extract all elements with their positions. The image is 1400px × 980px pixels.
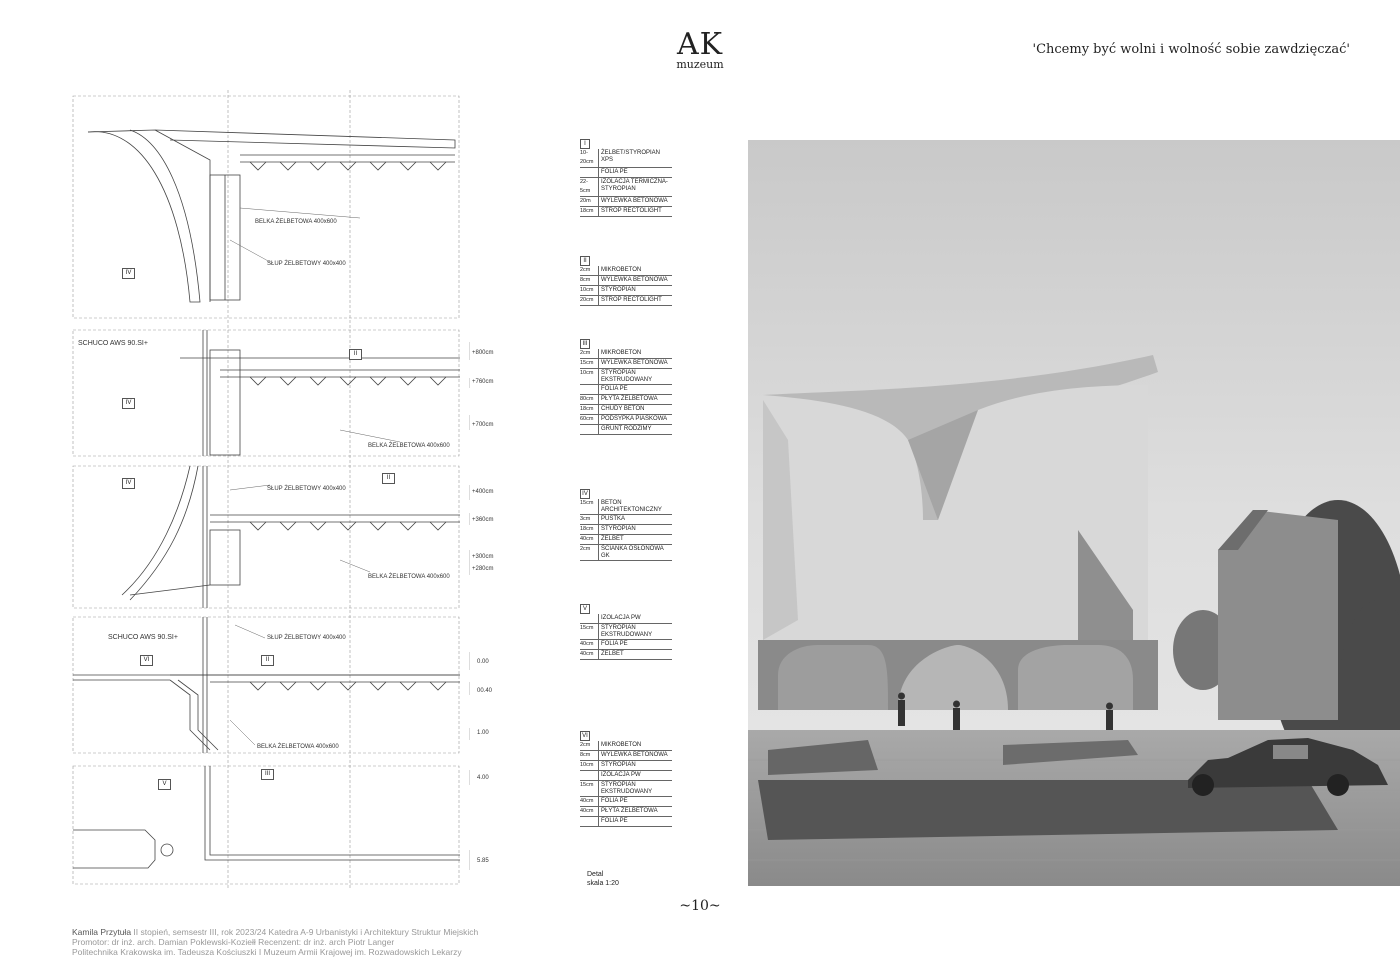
spec-row bbox=[580, 395, 672, 405]
logo-main-text: AK bbox=[676, 27, 724, 62]
spec-material: MIKROBETON bbox=[601, 742, 642, 748]
spec-table bbox=[580, 339, 672, 435]
spec-thickness bbox=[580, 771, 599, 780]
spec-thickness: 20m bbox=[580, 197, 599, 206]
layer-mark: V bbox=[158, 779, 171, 790]
label-window-system: SCHUCO AWS 90.SI+ bbox=[108, 634, 178, 641]
spec-thickness: 15cm bbox=[580, 781, 599, 796]
spec-material: STYROPIAN bbox=[601, 762, 636, 768]
motto-quote: 'Chcemy być wolni i wolność sobie zawdzięczać' bbox=[1032, 42, 1350, 57]
spec-id: VI bbox=[580, 731, 590, 741]
spec-row bbox=[580, 761, 672, 771]
level-mark: +800cm bbox=[472, 350, 494, 356]
level-mark: +300cm bbox=[472, 554, 494, 560]
spec-table bbox=[580, 256, 672, 306]
spec-material: PŁYTA ŻELBETOWA bbox=[601, 808, 658, 814]
spec-thickness: 40cm bbox=[580, 807, 599, 816]
detail-scale: skala 1:20 bbox=[587, 880, 619, 887]
spec-row bbox=[580, 650, 672, 660]
spec-material: FOLIA PE bbox=[601, 169, 628, 175]
spec-row bbox=[580, 525, 672, 535]
spec-material: WYLEWKA BETONOWA bbox=[601, 752, 668, 758]
spec-material: ŻELBET bbox=[601, 536, 624, 542]
label-beam: BELKA ŻELBETOWA 400x600 bbox=[257, 744, 339, 750]
spec-material: ŻELBET bbox=[601, 651, 624, 657]
spec-thickness bbox=[580, 385, 599, 394]
spec-row bbox=[580, 415, 672, 425]
spec-thickness bbox=[580, 425, 599, 434]
footer-credits bbox=[72, 927, 478, 957]
layer-mark: IV bbox=[122, 478, 135, 489]
spec-row bbox=[580, 296, 672, 306]
layer-mark: II bbox=[382, 473, 395, 484]
spec-row bbox=[580, 499, 672, 515]
spec-thickness: 40cm bbox=[580, 535, 599, 544]
spec-thickness: 22-5cm bbox=[580, 178, 599, 196]
spec-row bbox=[580, 545, 672, 561]
spec-material: ŻELBET/STYROPIAN XPS bbox=[601, 150, 661, 163]
spec-thickness: 60cm bbox=[580, 415, 599, 424]
spec-material: CHUDY BETON bbox=[601, 406, 645, 412]
spec-material: PUSTKA bbox=[601, 516, 626, 522]
spec-material: MIKROBETON bbox=[601, 267, 642, 273]
spec-thickness: 18cm bbox=[580, 525, 599, 534]
spec-material: STYROPIAN EKSTRUDOWANY bbox=[601, 625, 653, 638]
level-mark: 5.85 bbox=[477, 858, 489, 864]
spec-thickness bbox=[580, 817, 599, 826]
spec-material: MIKROBETON bbox=[601, 350, 642, 356]
spec-table bbox=[580, 731, 672, 827]
spec-row bbox=[580, 405, 672, 415]
spec-material: WYLEWKA BETONOWA bbox=[601, 277, 668, 283]
spec-row bbox=[580, 369, 672, 385]
spec-material: STYROPIAN bbox=[601, 287, 636, 293]
spec-row bbox=[580, 817, 672, 827]
spec-row bbox=[580, 797, 672, 807]
detail-label: Detal bbox=[587, 871, 604, 878]
spec-thickness: 2cm bbox=[580, 266, 599, 275]
spec-row bbox=[580, 168, 672, 178]
spec-id: IV bbox=[580, 489, 590, 499]
layer-mark: II bbox=[349, 349, 362, 360]
spec-thickness bbox=[580, 168, 599, 177]
spec-thickness: 10cm bbox=[580, 286, 599, 295]
spec-material: STROP RECTOLIGHT bbox=[601, 208, 662, 214]
spec-row bbox=[580, 149, 672, 168]
spec-row bbox=[580, 286, 672, 296]
spec-row bbox=[580, 276, 672, 286]
spec-thickness: 40cm bbox=[580, 797, 599, 806]
level-mark: 0.00 bbox=[477, 659, 489, 665]
spec-thickness: 10-20cm bbox=[580, 149, 599, 167]
spec-material: STYROPIAN EKSTRUDOWANY bbox=[601, 782, 653, 795]
footer-line1: II stopień, semsestr III, rok 2023/24 Katedra A-9 Urbanistyki i Architektury Struktur Miejskich bbox=[131, 927, 479, 937]
spec-row bbox=[580, 207, 672, 217]
spec-row bbox=[580, 515, 672, 525]
label-beam: BELKA ŻELBETOWA 400x600 bbox=[368, 443, 450, 449]
label-window-system: SCHUCO AWS 90.SI+ bbox=[78, 340, 148, 347]
spec-id: II bbox=[580, 256, 590, 266]
spec-row bbox=[580, 425, 672, 435]
level-mark: +760cm bbox=[472, 379, 494, 385]
spec-row bbox=[580, 771, 672, 781]
spec-material: STYROPIAN EKSTRUDOWANY bbox=[601, 370, 653, 383]
logo-sub-text: muzeum bbox=[676, 58, 724, 71]
museum-visualization bbox=[748, 140, 1400, 886]
level-mark: +700cm bbox=[472, 422, 494, 428]
spec-table bbox=[580, 489, 672, 561]
detail-caption bbox=[587, 870, 619, 888]
spec-id: I bbox=[580, 139, 590, 149]
layer-mark: II bbox=[261, 655, 274, 666]
spec-table bbox=[580, 139, 672, 217]
spec-thickness: 2cm bbox=[580, 349, 599, 358]
spec-thickness bbox=[580, 614, 599, 623]
spec-material: FOLIA PE bbox=[601, 818, 628, 824]
footer-author: Kamila Przytuła bbox=[72, 927, 132, 937]
spec-row bbox=[580, 178, 672, 197]
spec-row bbox=[580, 359, 672, 369]
spec-thickness: 10cm bbox=[580, 761, 599, 770]
spec-table bbox=[580, 604, 672, 660]
spec-material: IZOLACJA PW bbox=[601, 615, 641, 621]
label-beam: BELKA ŻELBETOWA 400x600 bbox=[368, 574, 450, 580]
level-mark: 00.40 bbox=[477, 688, 493, 694]
spec-material: ŚCIANKA OSŁONOWA GK bbox=[601, 546, 664, 559]
spec-thickness: 15cm bbox=[580, 624, 599, 639]
footer-line3: Politechnika Krakowska im. Tadeusza Kościuszki I Muzeum Armii Krajowej im. Rozwadowskich Lekarzy bbox=[72, 947, 462, 957]
spec-thickness: 80cm bbox=[580, 395, 599, 404]
label-column: SŁUP ŻELBETOWY 400x400 bbox=[267, 635, 346, 641]
spec-thickness: 18cm bbox=[580, 207, 599, 216]
spec-thickness: 10cm bbox=[580, 369, 599, 384]
level-mark: 4.00 bbox=[477, 775, 489, 781]
layer-mark: IV bbox=[122, 398, 135, 409]
spec-row bbox=[580, 807, 672, 817]
spec-row bbox=[580, 751, 672, 761]
spec-material: WYLEWKA BETONOWA bbox=[601, 360, 668, 366]
spec-row bbox=[580, 535, 672, 545]
layer-mark: IV bbox=[122, 268, 135, 279]
label-beam: BELKA ŻELBETOWA 400x600 bbox=[255, 219, 337, 225]
spec-thickness: 40cm bbox=[580, 650, 599, 659]
spec-id: V bbox=[580, 604, 590, 614]
logo bbox=[660, 27, 740, 71]
level-mark: +360cm bbox=[472, 517, 494, 523]
spec-material: WYLEWKA BETONOWA bbox=[601, 198, 668, 204]
spec-row bbox=[580, 781, 672, 797]
spec-thickness: 15cm bbox=[580, 499, 599, 514]
spec-thickness: 2cm bbox=[580, 741, 599, 750]
spec-material: STROP RECTOLIGHT bbox=[601, 297, 662, 303]
spec-material: GRUNT RODZIMY bbox=[601, 426, 652, 432]
spec-row bbox=[580, 197, 672, 207]
page-number: ~10~ bbox=[679, 898, 721, 914]
level-mark: +400cm bbox=[472, 489, 494, 495]
label-column: SŁUP ŻELBETOWY 400x400 bbox=[267, 261, 346, 267]
level-mark: 1.00 bbox=[477, 730, 489, 736]
spec-row bbox=[580, 614, 672, 624]
layer-mark: III bbox=[261, 769, 274, 780]
spec-material: BETON ARCHITEKTONICZNY bbox=[601, 500, 662, 513]
label-column: SŁUP ŻELBETOWY 400x400 bbox=[267, 486, 346, 492]
spec-row bbox=[580, 349, 672, 359]
footer-line2: Promotor: dr inż. arch. Damian Poklewski-Koziełł Recenzent: dr inż. arch Piotr Langer bbox=[72, 937, 395, 947]
spec-thickness: 2cm bbox=[580, 545, 599, 560]
spec-material: PŁYTA ŻELBETOWA bbox=[601, 396, 658, 402]
spec-row bbox=[580, 741, 672, 751]
spec-material: IZOLACJA TERMICZNA-STYROPIAN bbox=[601, 179, 668, 192]
spec-thickness: 8cm bbox=[580, 751, 599, 760]
spec-material: IZOLACJA PW bbox=[601, 772, 641, 778]
spec-row bbox=[580, 624, 672, 640]
spec-thickness: 40cm bbox=[580, 640, 599, 649]
spec-thickness: 18cm bbox=[580, 405, 599, 414]
spec-row bbox=[580, 385, 672, 395]
level-mark: +280cm bbox=[472, 566, 494, 572]
spec-row bbox=[580, 640, 672, 650]
spec-row bbox=[580, 266, 672, 276]
spec-material: FOLIA PE bbox=[601, 798, 628, 804]
layer-mark: VI bbox=[140, 655, 153, 666]
spec-thickness: 8cm bbox=[580, 276, 599, 285]
spec-thickness: 15cm bbox=[580, 359, 599, 368]
spec-id: III bbox=[580, 339, 590, 349]
spec-material: FOLIA PE bbox=[601, 386, 628, 392]
spec-material: FOLIA PE bbox=[601, 641, 628, 647]
spec-material: PODSYPKA PIASKOWA bbox=[601, 416, 668, 422]
spec-material: STYROPIAN bbox=[601, 526, 636, 532]
spec-thickness: 20cm bbox=[580, 296, 599, 305]
spec-thickness: 3cm bbox=[580, 515, 599, 524]
